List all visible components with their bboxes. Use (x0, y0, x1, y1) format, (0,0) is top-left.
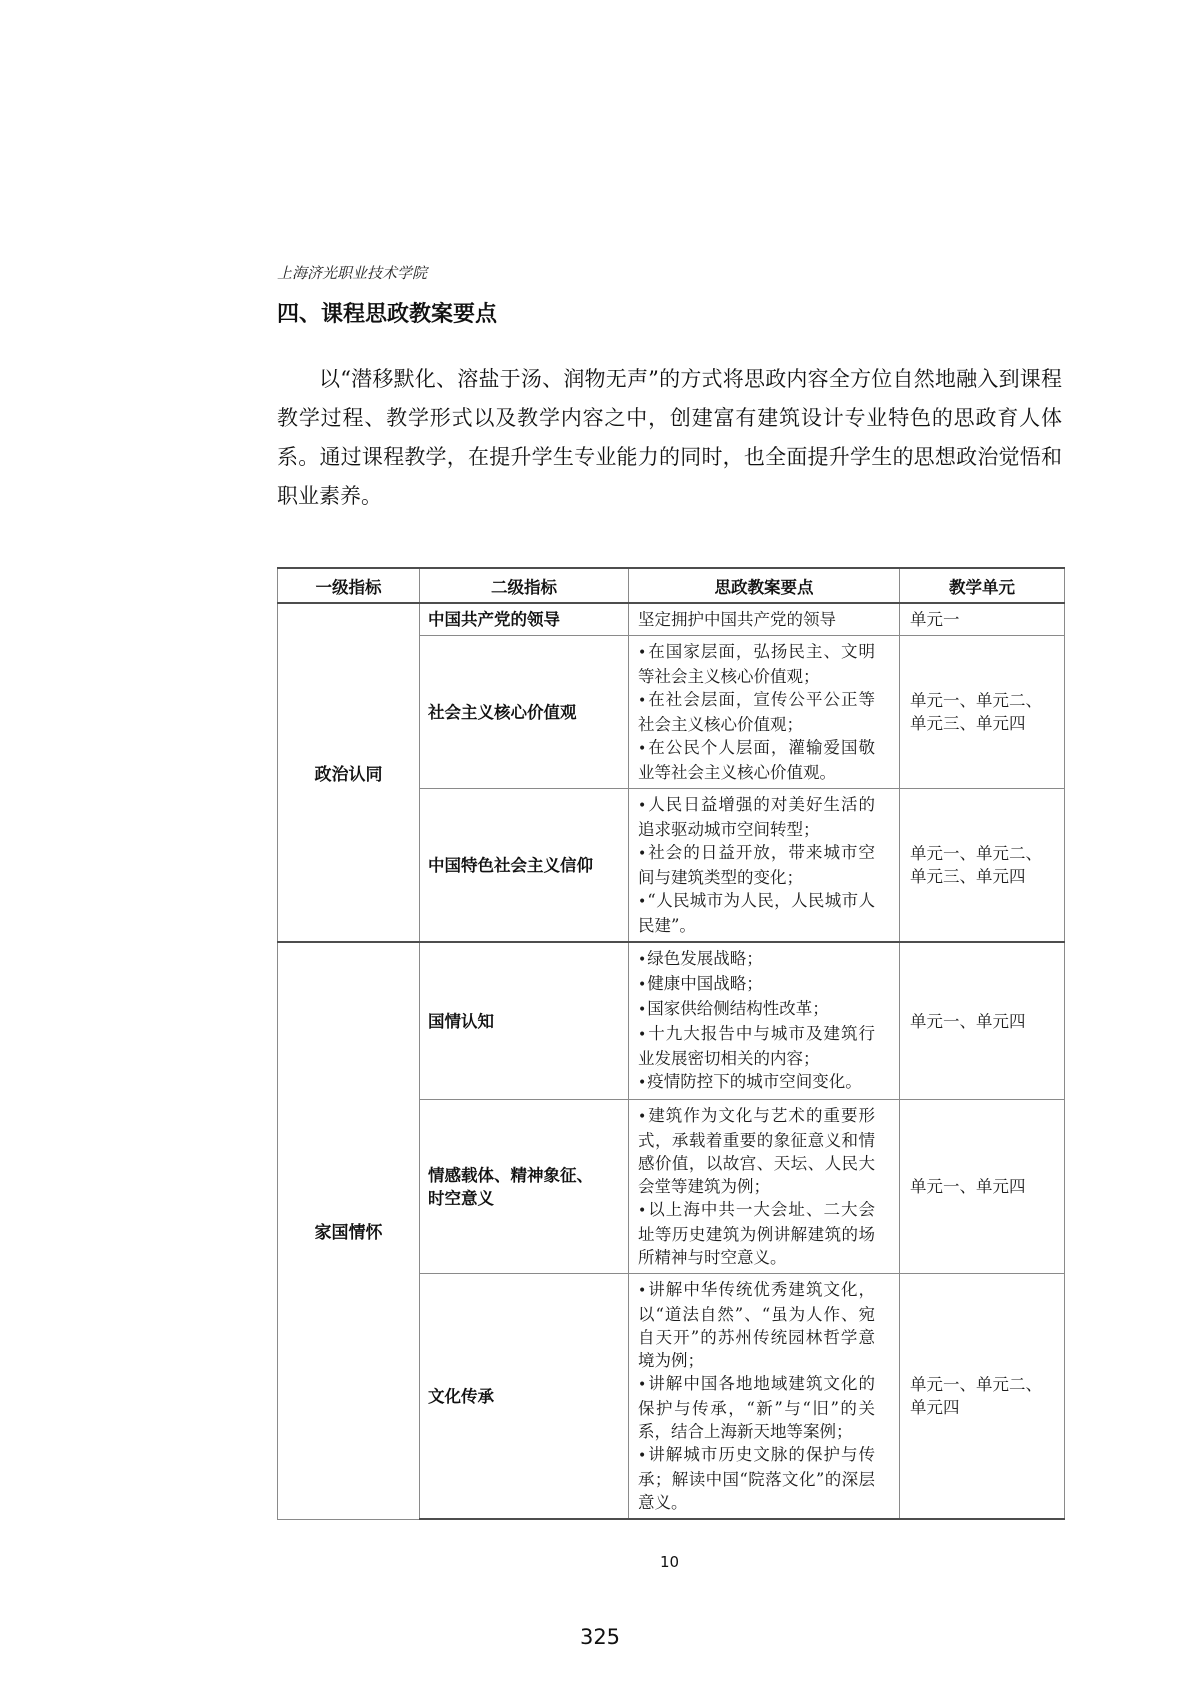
point-line: • 社会的日益开放，带来城市空间与建筑类型的变化； (638, 841, 875, 889)
document-page-number: 10 (659, 1553, 680, 1571)
level2-cell: 文化传承 (420, 1274, 629, 1520)
points-cell (629, 1100, 900, 1274)
level2-cell: 国情认知 (420, 942, 629, 1100)
point-line: • 讲解城市历史文脉的保护与传承；解读中国“院落文化”的深层意义。 (638, 1443, 875, 1514)
point-line: • 在公民个人层面，灌输爱国敬业等社会主义核心价值观。 (638, 736, 875, 784)
point-line: • 建筑作为文化与艺术的重要形式，承载着重要的象征意义和情感价值，以故宫、天坛、人民大会堂等建筑为例； (638, 1104, 875, 1198)
level2-cell: 中国共产党的领导 (420, 603, 629, 636)
table-header-row (278, 568, 1065, 603)
point-line: • 在国家层面，弘扬民主、文明等社会主义核心价值观； (638, 640, 875, 688)
units-cell: 单元一、单元二、单元四 (900, 1274, 1065, 1520)
header-level1: 一级指标 (278, 568, 420, 603)
level2-cell: 社会主义核心价值观 (420, 636, 629, 789)
point-line: • 人民日益增强的对美好生活的追求驱动城市空间转型； (638, 793, 875, 841)
point-line: • 十九大报告中与城市及建筑行业发展密切相关的内容； (638, 1022, 875, 1070)
units-cell: 单元一、单元二、单元三、单元四 (900, 636, 1065, 789)
header-points: 思政教案要点 (629, 568, 900, 603)
pdf-page-number: 325 (579, 1625, 621, 1649)
points-cell (629, 603, 900, 636)
units-cell: 单元一、单元四 (900, 1100, 1065, 1274)
point-line: • 在社会层面，宣传公平公正等社会主义核心价值观； (638, 688, 875, 736)
units-cell: 单元一、单元二、单元三、单元四 (900, 789, 1065, 943)
level1-cell-zhengzhirentong: 政治认同 (278, 603, 420, 942)
point-line: • 疫情防控下的城市空间变化。 (638, 1070, 875, 1095)
intro-paragraph: 以“潜移默化、溶盐于汤、润物无声”的方式将思政内容全方位自然地融入到课程教学过程、教学形式以及教学内容之中，创建富有建筑设计专业特色的思政育人体系。通过课程教学，在提升学生专业能力的同时，也全面提升学生的思想政治觉悟和职业素养。 (277, 367, 1062, 508)
school-header: 上海济光职业技术学院 (277, 264, 428, 282)
table-row (278, 603, 1065, 636)
header-units: 教学单元 (900, 568, 1065, 603)
ideological-teaching-table (277, 567, 1065, 1520)
table-row (278, 942, 1065, 1100)
points-cell (629, 789, 900, 943)
point-line: • 绿色发展战略； (638, 947, 875, 972)
point-line: • “人民城市为人民，人民城市人民建”。 (638, 889, 875, 937)
level2-cell: 情感载体、精神象征、时空意义 (420, 1100, 629, 1274)
points-cell (629, 636, 900, 789)
points-cell (629, 942, 900, 1100)
level1-cell-jiaguoqinghuai: 家国情怀 (278, 942, 420, 1519)
units-cell: 单元一 (900, 603, 1065, 636)
point-line: • 健康中国战略； (638, 972, 875, 997)
level2-cell: 中国特色社会主义信仰 (420, 789, 629, 943)
point-line: • 讲解中华传统优秀建筑文化，以“道法自然”、“虽为人作、宛自天开”的苏州传统园林哲学意境为例； (638, 1278, 875, 1372)
point-line: 坚定拥护中国共产党的领导 (638, 610, 836, 629)
page-title: 四、课程思政教案要点 (277, 302, 498, 327)
points-cell (629, 1274, 900, 1520)
point-line: • 讲解中国各地地域建筑文化的保护与传承，“新”与“旧”的关系，结合上海新天地等案例； (638, 1372, 875, 1443)
point-line: • 以上海中共一大会址、二大会址等历史建筑为例讲解建筑的场所精神与时空意义。 (638, 1198, 875, 1269)
header-level2: 二级指标 (420, 568, 629, 603)
units-cell: 单元一、单元四 (900, 942, 1065, 1100)
point-line: • 国家供给侧结构性改革； (638, 997, 875, 1022)
